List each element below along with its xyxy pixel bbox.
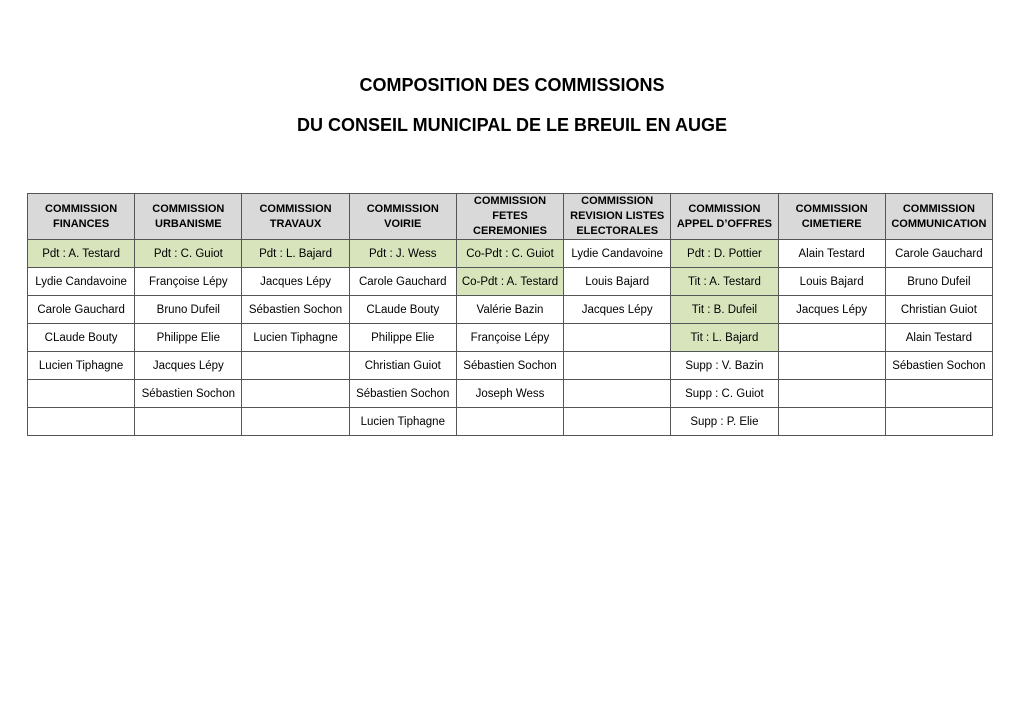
table-cell: Supp : P. Elie	[671, 408, 778, 436]
column-header	[28, 194, 135, 240]
column-header-line: CEREMONIES	[473, 225, 547, 237]
table-cell: Pdt : C. Guiot	[135, 240, 242, 268]
table-cell	[778, 408, 885, 436]
table-row	[28, 408, 993, 436]
table-cell: Tit : B. Dufeil	[671, 296, 778, 324]
table-cell: Sébastien Sochon	[135, 380, 242, 408]
table-cell: Alain Testard	[778, 240, 885, 268]
table-cell: Supp : V. Bazin	[671, 352, 778, 380]
table-cell: Lucien Tiphagne	[28, 352, 135, 380]
table-cell: Carole Gauchard	[885, 240, 992, 268]
table-cell	[885, 408, 992, 436]
table-cell	[564, 352, 671, 380]
column-header-line: COMMISSION	[902, 202, 975, 215]
document-title: COMPOSITION DES COMMISSIONS	[359, 75, 665, 95]
column-header	[671, 194, 778, 240]
column-header-line: COMMISSION	[581, 195, 654, 207]
table-cell: Louis Bajard	[564, 268, 671, 296]
table-cell: Jacques Lépy	[135, 352, 242, 380]
table-cell	[135, 408, 242, 436]
column-header	[564, 194, 671, 240]
commissions-table	[27, 193, 993, 436]
column-header-line: CIMETIERE	[801, 217, 862, 230]
column-header-line: COMMUNICATION	[891, 217, 987, 230]
table-row	[28, 240, 993, 268]
table-cell: Tit : L. Bajard	[671, 324, 778, 352]
table-cell: Bruno Dufeil	[885, 268, 992, 296]
table-cell: Christian Guiot	[349, 352, 456, 380]
table-row	[28, 324, 993, 352]
table-cell: Jacques Lépy	[242, 268, 349, 296]
table-cell: Alain Testard	[885, 324, 992, 352]
column-header-line: FINANCES	[52, 217, 110, 230]
table-cell: Christian Guiot	[885, 296, 992, 324]
column-header-line: COMMISSION	[473, 195, 547, 207]
table-cell: CLaude Bouty	[28, 324, 135, 352]
table-cell: Carole Gauchard	[28, 296, 135, 324]
column-header-line: COMMISSION	[688, 202, 761, 215]
table-cell: Carole Gauchard	[349, 268, 456, 296]
table-cell: Supp : C. Guiot	[671, 380, 778, 408]
table-cell: Lucien Tiphagne	[349, 408, 456, 436]
table-cell: Tit : A. Testard	[671, 268, 778, 296]
table-cell	[564, 408, 671, 436]
table-cell: Françoise Lépy	[135, 268, 242, 296]
table-cell	[242, 352, 349, 380]
column-header-line: COMMISSION	[259, 202, 332, 215]
table-cell: Sébastien Sochon	[349, 380, 456, 408]
table-cell: CLaude Bouty	[349, 296, 456, 324]
table-body	[28, 240, 993, 436]
table-cell: Lucien Tiphagne	[242, 324, 349, 352]
column-header-line: COMMISSION	[366, 202, 439, 215]
table-cell: Pdt : J. Wess	[349, 240, 456, 268]
table-cell: Valérie Bazin	[456, 296, 563, 324]
column-header-line: REVISION LISTES	[570, 210, 665, 222]
table-cell: Jacques Lépy	[564, 296, 671, 324]
table-cell: Pdt : L. Bajard	[242, 240, 349, 268]
table-cell: Philippe Elie	[349, 324, 456, 352]
column-header	[135, 194, 242, 240]
column-header-line: APPEL D’OFFRES	[676, 217, 772, 230]
column-header	[778, 194, 885, 240]
column-header	[885, 194, 992, 240]
table-cell	[28, 380, 135, 408]
table-cell: Co-Pdt : A. Testard	[456, 268, 563, 296]
column-header-line: VOIRIE	[384, 217, 422, 230]
header-row	[28, 194, 993, 240]
table-row	[28, 352, 993, 380]
table-cell: Pdt : A. Testard	[28, 240, 135, 268]
column-header	[349, 194, 456, 240]
column-header-line: TRAVAUX	[269, 217, 322, 230]
column-header-line: COMMISSION	[152, 202, 225, 215]
column-header	[456, 194, 563, 240]
column-header-line: ELECTORALES	[576, 225, 659, 237]
column-header-line: COMMISSION	[45, 202, 118, 215]
table-cell: Joseph Wess	[456, 380, 563, 408]
table-cell	[885, 380, 992, 408]
table-row	[28, 380, 993, 408]
table-cell: Philippe Elie	[135, 324, 242, 352]
column-header	[242, 194, 349, 240]
table-cell	[778, 324, 885, 352]
table-cell: Louis Bajard	[778, 268, 885, 296]
document-subtitle: DU CONSEIL MUNICIPAL DE LE BREUIL EN AUGE	[296, 115, 728, 135]
table-cell	[28, 408, 135, 436]
table-row	[28, 268, 993, 296]
table-cell	[778, 352, 885, 380]
table-cell: Lydie Candavoine	[564, 240, 671, 268]
column-header-line: URBANISME	[155, 217, 222, 230]
table-cell: Lydie Candavoine	[28, 268, 135, 296]
table-cell: Sébastien Sochon	[242, 296, 349, 324]
table-row	[28, 296, 993, 324]
table-cell: Françoise Lépy	[456, 324, 563, 352]
table-cell: Co-Pdt : C. Guiot	[456, 240, 563, 268]
table-cell	[564, 380, 671, 408]
table-cell	[242, 380, 349, 408]
table-cell	[778, 380, 885, 408]
table-cell	[242, 408, 349, 436]
table-cell	[456, 408, 563, 436]
column-header-line: FETES	[492, 210, 528, 222]
table-cell	[564, 324, 671, 352]
table-cell: Sébastien Sochon	[456, 352, 563, 380]
table-cell: Jacques Lépy	[778, 296, 885, 324]
table-cell: Bruno Dufeil	[135, 296, 242, 324]
table-cell: Sébastien Sochon	[885, 352, 992, 380]
table-cell: Pdt : D. Pottier	[671, 240, 778, 268]
column-header-line: COMMISSION	[795, 202, 868, 215]
